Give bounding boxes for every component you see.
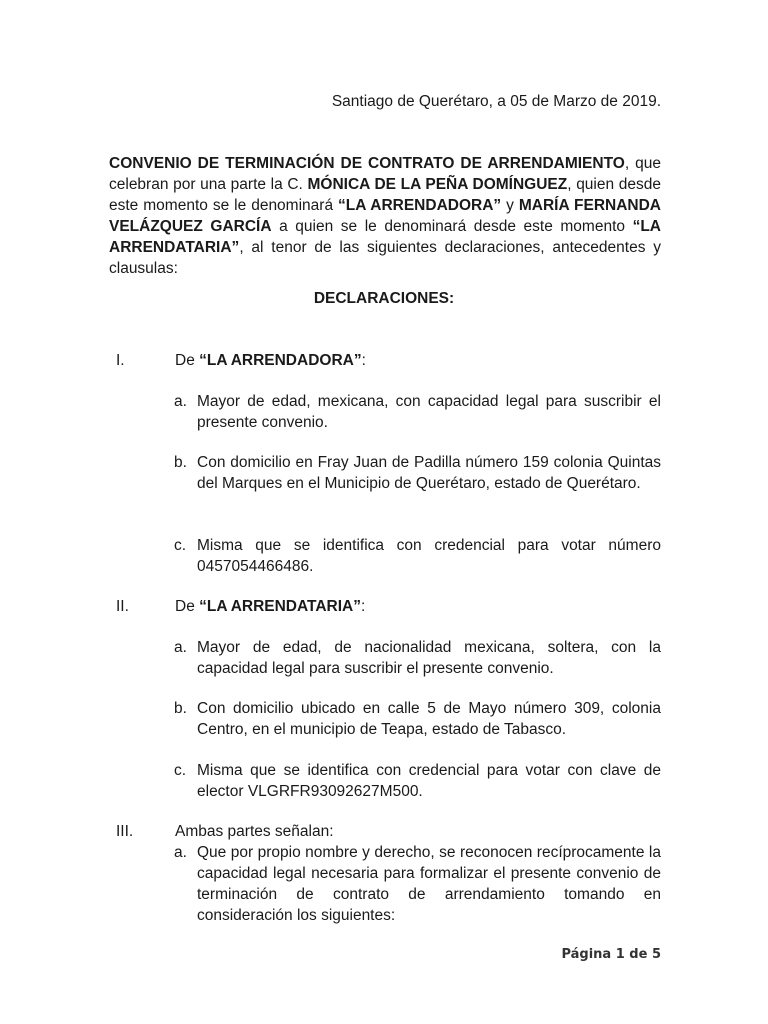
intro-text-4: a quien se le denominará desde este momento [271,218,633,235]
section-3-heading: Ambas partes señalan: [175,823,334,840]
lessor-alias: “LA ARRENDADORA” [338,197,502,214]
section-2-item-a [174,637,661,679]
section-3-item-a [174,842,661,926]
section-3-number: III. [116,823,134,840]
item-label: c. [174,762,187,779]
section-1-number: I. [116,352,125,369]
lessee-alias: “LA ARRENDATARIA” [109,218,661,256]
lessor-name: MÓNICA DE LA PEÑA DOMÍNGUEZ [307,176,568,193]
item-text: Con domicilio en Fray Juan de Padilla número 159 colonia Quintas del Marques en el Municipio de Querétaro, estado de Querétaro. [197,454,661,492]
intro-text-3: y [501,197,519,214]
intro-paragraph [109,153,661,279]
section-1-item-b [174,452,661,494]
item-label: b. [174,700,187,717]
section-2-item-b [174,698,661,740]
item-text: Mayor de edad, de nacionalidad mexicana, soltera, con la capacidad legal para suscribir el presente convenio. [197,639,661,677]
declarations-colon: : [449,290,455,307]
section-2-number: II. [116,598,129,615]
item-label: a. [174,844,187,861]
section-1-heading [175,350,366,371]
item-text: Misma que se identifica con credencial para votar con clave de elector VLGRFR93092627M500. [197,762,661,800]
section-1-prefix: De [175,352,200,369]
item-text: Que por propio nombre y derecho, se reconocen recíprocamente la capacidad legal necesaria para formalizar el presente convenio de terminación de contrato de arrendamiento tomando en consideración los siguientes: [197,844,661,924]
date-line: Santiago de Querétaro, a 05 de Marzo de 2019. [331,93,661,110]
item-label: a. [174,639,187,656]
section-1-item-a [174,391,661,433]
section-2-prefix: De [175,598,200,615]
section-1-suffix: : [361,352,366,369]
item-text: Mayor de edad, mexicana, con capacidad legal para suscribir el presente convenio. [197,393,661,431]
section-2-party: “LA ARRENDATARIA” [199,598,361,615]
intro-title: CONVENIO DE TERMINACIÓN DE CONTRATO DE ARRENDAMIENTO [109,155,625,172]
section-2-item-c [174,760,661,802]
intro-text-5: , al tenor de las siguientes declaraciones, antecedentes y clausulas: [109,239,661,277]
intro-text-2: , quien desde este momento se le denominará [109,176,661,214]
item-text: Con domicilio ubicado en calle 5 de Mayo número 309, colonia Centro, en el municipio de Teapa, estado de Tabasco. [197,700,661,738]
declarations-heading [0,288,768,309]
page-number: Página 1 de 5 [561,947,661,962]
intro-text-1: , que celebran por una parte la C. [109,155,661,193]
declarations-title: DECLARACIONES [313,290,450,307]
item-label: c. [174,537,187,554]
section-1-party: “LA ARRENDADORA” [199,352,362,369]
section-2-heading [175,596,365,617]
item-label: b. [174,454,187,471]
item-text: Misma que se identifica con credencial para votar número 0457054466486. [197,537,661,575]
lessee-name: MARÍA FERNANDA VELÁZQUEZ GARCÍA [109,197,661,235]
item-label: a. [174,393,187,410]
section-1-item-c [174,535,661,577]
section-2-suffix: : [361,598,366,615]
